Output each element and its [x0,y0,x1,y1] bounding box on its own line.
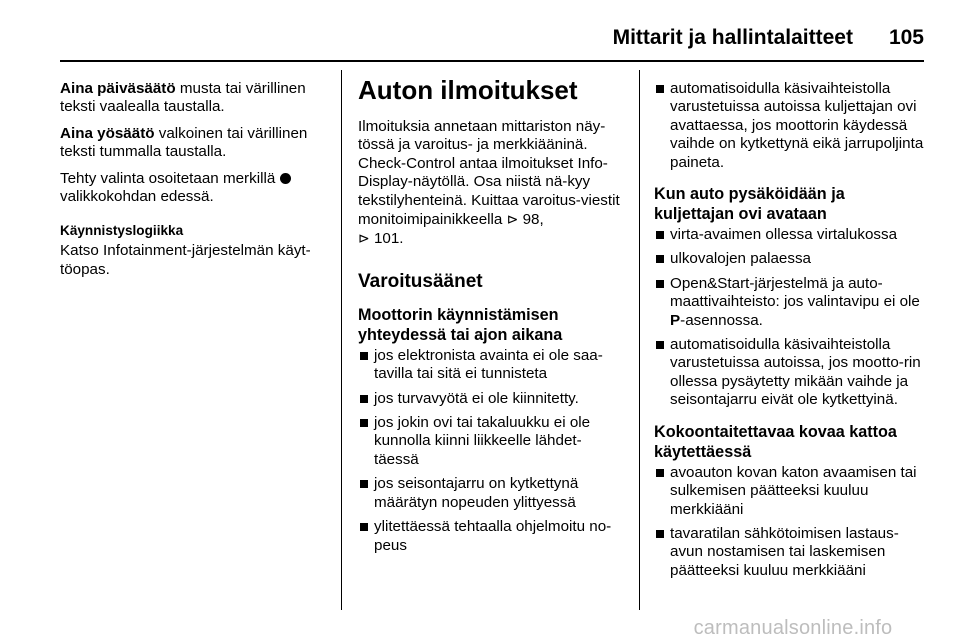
cross-reference-98[interactable]: 98, [522,211,544,229]
list-item: automatisoidulla käsivaihteistolla varustetuissa autoissa, jos mootto-rin ollessa pysäytetty mikään vaihde ja seisontajarru eivät ole kytkettyinä. [654,336,924,410]
engine-start-list [358,347,626,555]
column-1 [60,80,332,287]
header-rule [60,60,924,62]
heading-vehicle-messages: Auton ilmoitukset [358,75,578,105]
selection-text: Tehty valinta osoitetaan merkillä [60,169,276,187]
watermark: carmanualsonline.info [693,616,893,639]
gear-position-p: P [670,311,681,329]
paragraph-infotainment: Katso Infotainment-järjestelmän käyt-töopas. [60,242,311,278]
continued-list [654,80,924,172]
day-mode-text: musta tai värillinen teksti vaalealla taustalla. [60,80,306,116]
list-item-text-end: -asennossa. [680,311,763,329]
heading-folding-roof: Kokoontaitettavaa kovaa kattoa käytettäessä [654,422,897,461]
cross-reference-101[interactable]: 101. [373,230,404,248]
day-mode-label: Aina päiväsäätö [60,80,176,97]
page-header [60,18,924,58]
selection-text-end: valikkokohdan edessä. [60,188,214,206]
list-item: virta-avaimen ollessa virtalukossa [654,226,924,244]
list-item: avoauton kovan katon avaamisen tai sulkemisen päätteeksi kuuluu merkkiääni [654,464,924,519]
list-item: ulkovalojen palaessa [654,250,924,268]
column-3 [654,80,924,588]
heading-startup-logic: Käynnistyslogiikka [60,223,184,239]
paragraph-day-mode [60,80,332,117]
roof-list [654,464,924,580]
night-mode-text: valkoinen tai värillinen teksti tummalla taustalla. [60,124,308,161]
heading-warning-chimes: Varoitusäänet [358,270,483,292]
page-number: 105 [888,26,924,49]
night-mode-label: Aina yösäätö [60,124,155,142]
filled-circle-icon [280,173,291,184]
list-item: jos jokin ovi tai takaluukku ei ole kunnolla kiinni liikkeelle lähdet-täessä [358,414,626,469]
heading-engine-start: Moottorin käynnistämisen yhteydessä tai ajon aikana [358,305,563,344]
list-item: automatisoidulla käsivaihteistolla varustetuissa autoissa kuljettajan ovi avattaessa, jos moottorin käydessä vaihde on kytkettynä eikä jarrupoljinta paineta. [654,80,924,172]
paragraph-selection [60,170,332,207]
list-item: ylitettäessä tehtaalla ohjelmoitu no-peus [358,518,626,555]
list-item: jos turvavyötä ei ole kiinnitetty. [358,390,626,408]
cross-reference-icon: ⊳ [358,230,370,247]
parked-list [654,226,924,410]
list-item-text: Open&Start-järjestelmä ja auto-maattivaihteisto: jos valintavipu ei ole [670,274,920,311]
column-divider-1 [341,70,342,610]
cross-reference-icon: ⊳ [506,211,519,228]
header-title: Mittarit ja hallintalaitteet [612,26,853,49]
list-item: tavaratilan sähkötoimisen lastaus-avun nostamisen tai laskemisen päätteeksi kuuluu merkkiääni [654,525,924,580]
paragraph-messages-intro [358,118,626,249]
list-item: jos elektronista avainta ei ole saa-tavilla tai sitä ei tunnisteta [358,347,626,384]
list-item: jos seisontajarru on kytkettynä määrätyn nopeuden ylittyessä [358,475,626,512]
messages-intro-text: Ilmoituksia annetaan mittariston näy-tössä ja varoitus- ja merkkiääninä. Check-Control antaa ilmoitukset Info-Display-näytöllä. Osa niistä nä-kyy tekstilyhenteinä. Kuittaa varoitus-viestit monitoimipainikkeella [358,118,620,229]
paragraph-night-mode [60,125,332,162]
heading-parked-door-open: Kun auto pysäköidään ja kuljettajan ovi avataan [654,185,845,224]
column-divider-2 [639,70,640,610]
column-2 [358,76,626,563]
list-item [654,275,924,330]
